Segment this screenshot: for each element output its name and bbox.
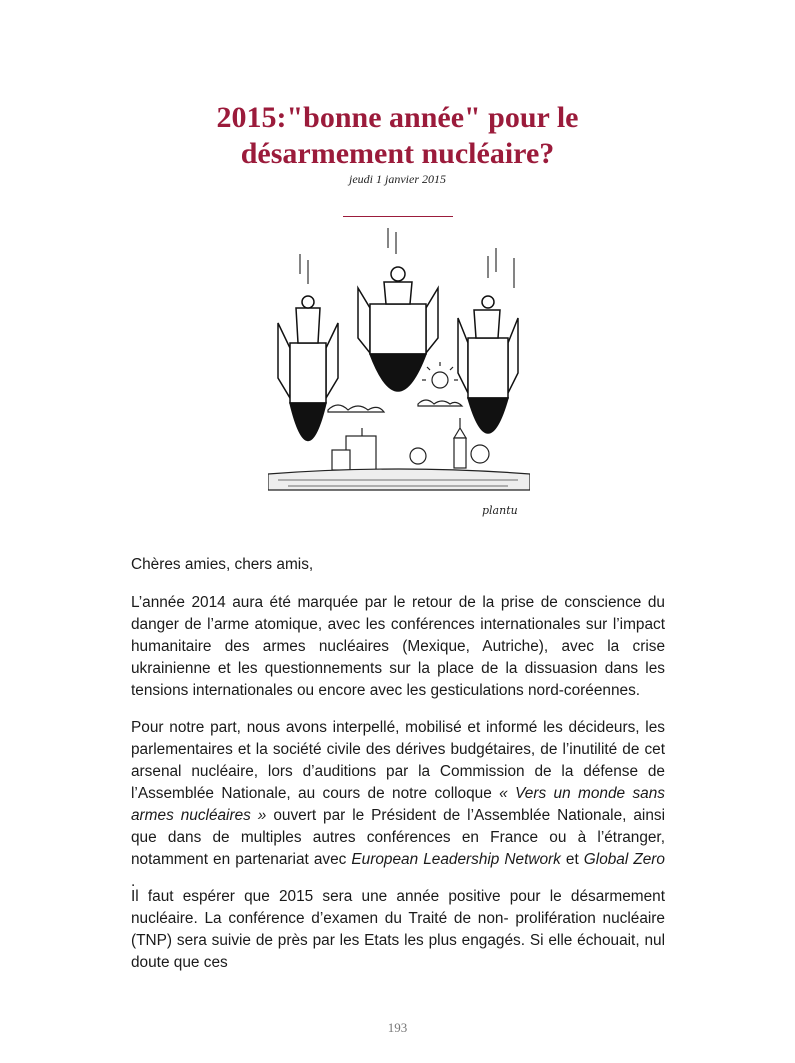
article-date: jeudi 1 janvier 2015 [349,172,446,186]
title-line-1: 2015:"bonne année" pour le [216,101,579,134]
colloque-title: « Vers un monde sans armes nucléaires » [131,785,665,824]
right-bomb [458,296,518,433]
page-title [120,100,675,172]
paragraph-1-text: L’année 2014 aura été marquée par le retour de la prise de conscience du danger de l’arme atomique, avec les conférences internationales sur l’impact humanitaire des armes nucléaires (Mexique, Autriche), avec la crise ukrainienne et les questionnements sur la place de la dissuasion dans les tensions internationales ou encore avec les gesticulations nord-coréennes. [131,594,665,699]
title-line-2: désarmement nucléaire? [240,137,555,170]
paragraph-2 [131,717,665,893]
global-zero: Global Zero [583,851,665,868]
greeting-text: Chères amies, chers amis, [131,556,314,573]
page-number: 193 [387,1020,408,1035]
title-divider [343,216,453,217]
european-leadership-network: European Leadership Network [351,851,561,868]
p2-part-b: ouvert par le Président de l’Assemblée Nationale, ainsi que dans de multiples autres conférences en France ou à l’étranger, notamment en partenariat avec [131,807,665,868]
paragraph-2-text [131,717,665,893]
middle-bomb [358,267,438,391]
paragraph-3 [131,886,665,974]
greeting-paragraph [131,554,665,576]
cartoon-signature: plantu [482,504,518,517]
p2-part-c: et [560,851,584,868]
paragraph-1 [131,592,665,702]
p2-part-d: . [131,873,136,890]
paragraph-3-text: Il faut espérer que 2015 sera une année positive pour le désarmement nucléaire. La conférence d’examen du Traité de non- prolifération nucléaire (TNP) sera suivie de près par les Etats les plus engagés. Si elle échouait, nul doute que ces [131,888,665,971]
p2-part-a: Pour notre part, nous avons interpellé, mobilisé et informé les décideurs, les parlementaires et la société civile des dérives budgétaires, de l’inutilité de cet arsenal nucléaire, lors d’auditions par la Commission de la défense de l’Assemblée Nationale, au cours de notre colloque [131,719,665,802]
left-bomb [278,296,338,441]
cartoon-bombs-icon [268,228,530,518]
